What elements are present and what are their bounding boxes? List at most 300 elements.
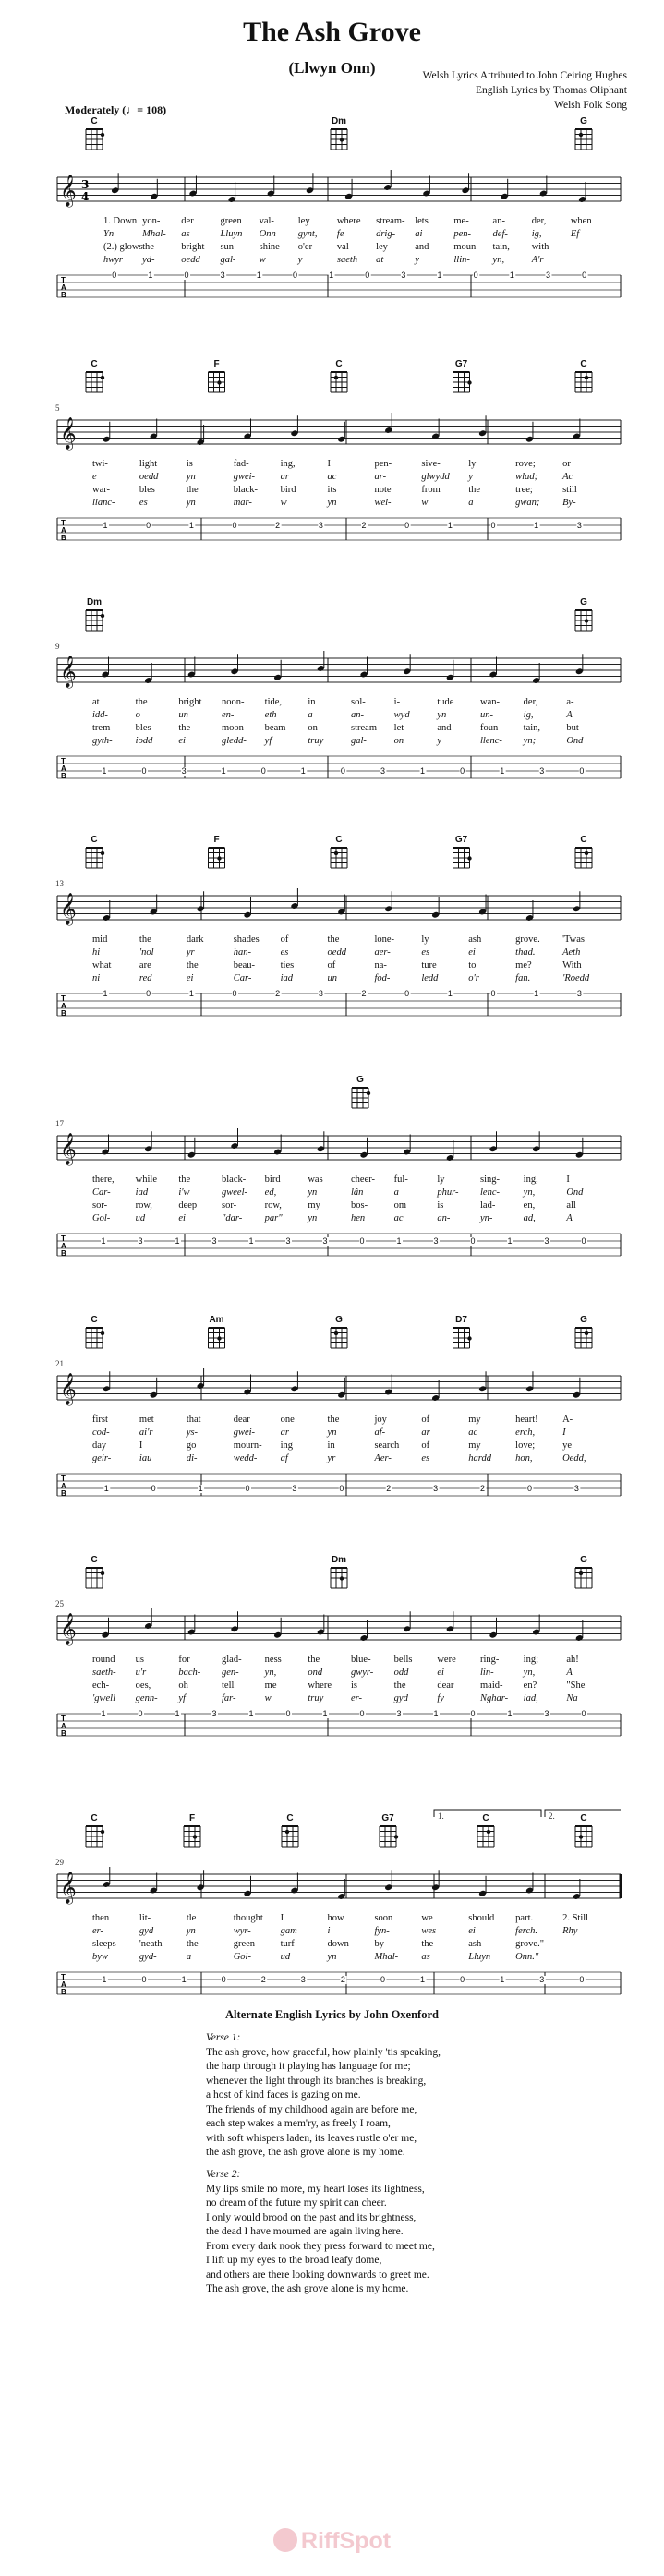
lyric-syllable: yn bbox=[308, 1213, 318, 1223]
chord-name: C bbox=[580, 1813, 587, 1824]
lyric-syllable: mar- bbox=[233, 498, 252, 508]
lyric-syllable: Lluyn bbox=[220, 229, 243, 239]
ending-label: 1. bbox=[438, 1812, 444, 1821]
lyric-syllable: ond bbox=[308, 1667, 323, 1678]
lyric-syllable: glad- bbox=[222, 1655, 242, 1665]
lyric-syllable: at bbox=[376, 255, 384, 265]
chord-diagram-icon bbox=[453, 372, 472, 392]
tab-number: 3 bbox=[433, 1484, 439, 1493]
chord-name: C bbox=[91, 1555, 98, 1565]
lyric-syllable: i'w bbox=[178, 1187, 190, 1198]
tab-clef: T bbox=[61, 1475, 66, 1483]
lyric-syllable: 'Roedd bbox=[562, 973, 590, 983]
lyric-syllable: the bbox=[186, 960, 199, 970]
lyric-syllable: gwyr- bbox=[351, 1667, 374, 1678]
lyric-syllable: u'r bbox=[135, 1667, 147, 1678]
lyric-syllable: yn, bbox=[523, 1187, 536, 1198]
lyric-syllable: bird bbox=[264, 1174, 281, 1185]
lyric-syllable: truy bbox=[308, 736, 324, 746]
tab-number: 0 bbox=[460, 1975, 465, 1984]
tab-number: 1 bbox=[248, 1709, 254, 1718]
lyric-syllable: Car- bbox=[233, 973, 252, 983]
lyric-syllable: han- bbox=[233, 947, 251, 957]
lyric-syllable: ar bbox=[280, 1427, 289, 1438]
tab-number: 3 bbox=[318, 989, 323, 998]
lyric-syllable: yn, bbox=[523, 1667, 536, 1678]
lyric-syllable: y bbox=[415, 255, 419, 265]
tab-clef: A bbox=[61, 1002, 66, 1010]
chord-name: G bbox=[580, 116, 587, 126]
lyric-syllable: Aeth bbox=[562, 947, 581, 957]
lyric-syllable: yn bbox=[186, 498, 196, 508]
lyric-syllable: lân bbox=[351, 1187, 364, 1198]
lyric-syllable: ties bbox=[280, 960, 295, 970]
verse-line: The ash grove, the ash grove alone is my home. bbox=[206, 2283, 409, 2294]
lyric-syllable: yf bbox=[264, 736, 272, 746]
tab-number: 0 bbox=[380, 1975, 385, 1984]
lyric-syllable: then bbox=[92, 1913, 110, 1923]
treble-clef-icon: 𝄞 bbox=[60, 1373, 77, 1405]
tab-clef: B bbox=[61, 1729, 66, 1738]
lyric-syllable: wedd- bbox=[233, 1453, 258, 1463]
tab-clef: B bbox=[61, 1009, 66, 1017]
lyric-syllable: 'gwell bbox=[92, 1693, 115, 1703]
verse-line: with soft whispers laden, its leaves rustle o'er me, bbox=[206, 2132, 417, 2144]
lyric-syllable: black- bbox=[222, 1174, 247, 1185]
lyric-syllable: yn bbox=[308, 1187, 318, 1198]
tab-number: 0 bbox=[112, 271, 117, 280]
lyric-syllable: es bbox=[421, 947, 430, 957]
tab-clef: A bbox=[61, 1242, 66, 1250]
tab-number: 0 bbox=[260, 766, 266, 776]
chord-diagram-icon bbox=[86, 1826, 104, 1847]
lyric-syllable: when bbox=[570, 216, 592, 226]
tab-number: 0 bbox=[232, 521, 237, 530]
lyric-syllable: shine bbox=[259, 242, 280, 252]
chord-diagram-icon bbox=[86, 129, 104, 150]
lyric-syllable: bos- bbox=[351, 1200, 368, 1210]
lyric-syllable: ac bbox=[468, 1427, 478, 1438]
chord-name: Dm bbox=[331, 116, 347, 126]
chord-finger-dot bbox=[340, 138, 344, 141]
chord-finger-dot bbox=[467, 380, 471, 384]
lyric-syllable: round bbox=[92, 1655, 115, 1665]
lyric-syllable: go bbox=[186, 1440, 197, 1451]
lyric-syllable: Ef bbox=[570, 229, 580, 239]
lyric-syllable: pen- bbox=[374, 459, 392, 469]
chord-diagram-icon bbox=[184, 1826, 200, 1847]
lyric-syllable: sor- bbox=[92, 1200, 108, 1210]
lyric-syllable: er- bbox=[92, 1926, 104, 1936]
tab-number: 0 bbox=[146, 521, 151, 530]
tab-number: 1 bbox=[221, 766, 226, 776]
lyric-syllable: of bbox=[421, 1414, 430, 1425]
riffspot-logo[interactable] bbox=[0, 2528, 664, 2555]
lyric-syllable: Onn bbox=[259, 229, 276, 239]
tab-number: 1 bbox=[500, 766, 505, 776]
lyric-syllable: Gol- bbox=[233, 1952, 251, 1962]
verse-line: I lift up my eyes to the broad leafy dome, bbox=[206, 2255, 382, 2266]
treble-clef-icon: 𝄞 bbox=[60, 417, 77, 450]
chord-finger-dot bbox=[101, 614, 104, 618]
lyric-syllable: gledd- bbox=[222, 736, 247, 746]
tab-number: 0 bbox=[470, 1709, 476, 1718]
lyric-syllable: sive- bbox=[421, 459, 441, 469]
lyric-syllable: joy bbox=[374, 1414, 387, 1425]
lyric-syllable: ud bbox=[280, 1952, 291, 1962]
lyric-syllable: Ond bbox=[566, 1187, 584, 1198]
tab-number: 0 bbox=[526, 1484, 532, 1493]
lyric-syllable: sor- bbox=[222, 1200, 237, 1210]
lyric-syllable: foun- bbox=[480, 723, 501, 733]
lyric-syllable: bird bbox=[280, 485, 296, 495]
measure-number: 21 bbox=[55, 1359, 64, 1368]
lyric-syllable: black- bbox=[233, 485, 258, 495]
lyric-syllable: love; bbox=[515, 1440, 536, 1451]
lyric-syllable: er- bbox=[351, 1693, 363, 1703]
lyric-syllable: w bbox=[259, 255, 266, 265]
chord-finger-dot bbox=[579, 1835, 583, 1838]
chord-finger-dot bbox=[579, 133, 583, 137]
lyric-syllable: oedd bbox=[181, 255, 200, 265]
tab-number: 2 bbox=[275, 989, 281, 998]
lyric-syllable: ed, bbox=[264, 1187, 277, 1198]
chord-name: Am bbox=[209, 1315, 224, 1325]
tab-clef: A bbox=[61, 283, 66, 292]
chord-finger-dot bbox=[285, 1830, 289, 1834]
lyric-syllable: iau bbox=[139, 1453, 152, 1463]
tab-number: 0 bbox=[582, 271, 587, 280]
tab-number: 2 bbox=[480, 1484, 486, 1493]
tab-number: 1 bbox=[198, 1484, 203, 1493]
lyric-syllable: ig, bbox=[531, 229, 542, 239]
tab-clef: T bbox=[61, 519, 66, 527]
lyric-syllable: tle bbox=[186, 1913, 197, 1923]
lyric-syllable: un bbox=[178, 710, 188, 720]
lyric-syllable: wyd bbox=[393, 710, 410, 720]
tab-number: 3 bbox=[544, 1709, 549, 1718]
lyric-syllable: what bbox=[92, 960, 112, 970]
measure-number: 25 bbox=[55, 1599, 64, 1608]
chord-finger-dot bbox=[334, 851, 338, 855]
chord-name: G bbox=[580, 597, 587, 608]
lyric-syllable: ledd bbox=[421, 973, 439, 983]
lyric-syllable: down bbox=[327, 1939, 349, 1949]
chord-finger-dot bbox=[193, 1835, 197, 1838]
lyric-syllable: ring- bbox=[480, 1655, 500, 1665]
lyric-syllable: ai'r bbox=[139, 1427, 153, 1438]
chord-name: F bbox=[213, 835, 220, 845]
chord-name: C bbox=[286, 1813, 294, 1824]
music-system bbox=[55, 1075, 621, 1258]
tempo-marking: Moderately (♩= 108) bbox=[65, 103, 167, 116]
lyric-syllable: pen- bbox=[453, 229, 472, 239]
chord-finger-dot bbox=[334, 1331, 338, 1335]
lyric-syllable: oh bbox=[178, 1680, 188, 1691]
lyric-syllable: met bbox=[139, 1414, 154, 1425]
lyric-syllable: were bbox=[437, 1655, 456, 1665]
tab-number: 2 bbox=[386, 1484, 392, 1493]
tab-number: 1 bbox=[507, 1709, 513, 1718]
tab-clef: T bbox=[61, 1973, 66, 1981]
lyric-syllable: tude bbox=[437, 697, 454, 707]
lyric-syllable: iad bbox=[280, 973, 294, 983]
chord-finger-dot bbox=[367, 1091, 370, 1095]
tab-number: 0 bbox=[245, 1484, 250, 1493]
tab-number: 1 bbox=[103, 989, 108, 998]
lyric-syllable: idd- bbox=[92, 710, 108, 720]
chord-finger-dot bbox=[394, 1835, 398, 1838]
lyric-syllable: iad bbox=[135, 1187, 149, 1198]
lyric-syllable: na- bbox=[374, 960, 387, 970]
lyric-syllable: A- bbox=[562, 1414, 573, 1425]
tab-number: 1 bbox=[447, 989, 453, 998]
lyric-syllable: lad- bbox=[480, 1200, 496, 1210]
lyric-syllable: ad, bbox=[523, 1213, 536, 1223]
lyric-syllable: 'Twas bbox=[562, 934, 585, 945]
lyric-syllable: tain, bbox=[523, 723, 541, 733]
lyric-syllable: Onn." bbox=[515, 1952, 539, 1962]
lyric-syllable: my bbox=[308, 1200, 320, 1210]
tab-number: 0 bbox=[138, 1709, 143, 1718]
lyric-syllable: by bbox=[374, 1939, 384, 1949]
tab-number: 0 bbox=[340, 766, 345, 776]
lyric-syllable: ash bbox=[468, 934, 482, 945]
chord-diagram-icon bbox=[209, 1328, 225, 1348]
tab-number: 1 bbox=[148, 271, 153, 280]
chord-name: C bbox=[91, 116, 98, 126]
lyric-syllable: yn, bbox=[492, 255, 505, 265]
verse-line: My lips smile no more, my heart loses its lightness, bbox=[206, 2183, 425, 2195]
lyric-syllable: gyd bbox=[139, 1926, 154, 1936]
lyric-syllable: green bbox=[233, 1939, 256, 1949]
tab-number: 3 bbox=[300, 1975, 306, 1984]
tab-number: 1 bbox=[188, 989, 194, 998]
chord-finger-dot bbox=[101, 1331, 104, 1335]
verse-line: From every dark nook they press forward to meet me, bbox=[206, 2240, 435, 2252]
chord-finger-dot bbox=[467, 856, 471, 860]
chord-name: G7 bbox=[454, 359, 468, 369]
lyric-syllable: soon bbox=[374, 1913, 393, 1923]
lyric-syllable: all bbox=[566, 1200, 576, 1210]
lyric-syllable: der, bbox=[531, 216, 547, 226]
lyric-syllable: shades bbox=[233, 934, 260, 945]
verse-line: a host of kind faces is gazing on me. bbox=[206, 2089, 361, 2101]
lyric-syllable: tree; bbox=[515, 485, 533, 495]
chord-diagram-icon bbox=[86, 848, 104, 868]
tab-clef: B bbox=[61, 1988, 66, 1996]
lyric-syllable: Gol- bbox=[92, 1213, 111, 1223]
tab-number: 1 bbox=[322, 1709, 328, 1718]
tab-number: 3 bbox=[539, 1975, 545, 1984]
lyric-syllable: val- bbox=[336, 242, 353, 252]
tab-number: 0 bbox=[579, 766, 585, 776]
lyric-syllable: there, bbox=[92, 1174, 115, 1185]
lyric-syllable: gyd bbox=[393, 1693, 408, 1703]
lyric-syllable: llanc- bbox=[92, 498, 115, 508]
lyric-syllable: lenc- bbox=[480, 1187, 500, 1198]
tab-number: 1 bbox=[534, 989, 539, 998]
lyric-syllable: geir- bbox=[92, 1453, 112, 1463]
lyric-syllable: noon- bbox=[222, 697, 245, 707]
lyric-syllable: di- bbox=[186, 1453, 198, 1463]
tab-number: 0 bbox=[359, 1236, 365, 1246]
lyric-syllable: y bbox=[297, 255, 303, 265]
tab-number: 3 bbox=[433, 1236, 439, 1246]
tab-number: 3 bbox=[380, 766, 385, 776]
lyric-syllable: ar- bbox=[374, 472, 387, 482]
measure-number: 17 bbox=[55, 1119, 64, 1128]
tab-clef: B bbox=[61, 1489, 66, 1498]
lyric-syllable: lin- bbox=[480, 1667, 494, 1678]
lyric-syllable: we bbox=[421, 1913, 433, 1923]
tab-clef: A bbox=[61, 526, 66, 535]
chord-finger-dot bbox=[101, 1830, 104, 1834]
lyric-syllable: the bbox=[178, 723, 191, 733]
lyric-syllable: fod- bbox=[374, 973, 391, 983]
tab-number: 3 bbox=[292, 1484, 297, 1493]
chord-finger-dot bbox=[487, 1830, 490, 1834]
chord-name: C bbox=[91, 835, 98, 845]
page-subtitle: (Llwyn Onn) bbox=[288, 59, 376, 77]
lyric-syllable: fan. bbox=[515, 973, 531, 983]
lyric-syllable: der, bbox=[523, 697, 538, 707]
chord-finger-dot bbox=[217, 380, 221, 384]
lyric-syllable: ei bbox=[437, 1667, 444, 1678]
lyric-syllable: the bbox=[186, 1939, 199, 1949]
lyric-syllable: ing, bbox=[280, 459, 296, 469]
lyric-syllable: ing bbox=[280, 1440, 294, 1451]
lyric-syllable: ley bbox=[376, 242, 388, 252]
tab-number: 3 bbox=[539, 766, 545, 776]
lyric-syllable: dear bbox=[233, 1414, 250, 1425]
lyric-syllable: (2.) glows bbox=[103, 242, 143, 252]
lyric-syllable: Yn bbox=[103, 229, 115, 239]
tab-number: 0 bbox=[221, 1975, 226, 1984]
lyric-syllable: us bbox=[135, 1655, 145, 1665]
verse-1 bbox=[206, 2031, 441, 2161]
lyric-syllable: truy bbox=[308, 1693, 324, 1703]
chord-name: F bbox=[188, 1813, 196, 1824]
lyric-syllable: I bbox=[327, 459, 332, 469]
lyric-syllable: mourn- bbox=[233, 1440, 262, 1451]
chord-diagram-icon bbox=[575, 848, 592, 868]
tab-number: 0 bbox=[365, 271, 370, 280]
chord-diagram-icon bbox=[575, 1328, 592, 1348]
lyric-syllable: def- bbox=[492, 229, 508, 239]
verse-line: The ash grove, how graceful, how plainly 'tis speaking, bbox=[206, 2046, 441, 2058]
lyric-syllable: erch, bbox=[515, 1427, 536, 1438]
lyric-syllable: gyth- bbox=[92, 736, 113, 746]
tab-number: 1 bbox=[420, 766, 426, 776]
tab-number: 3 bbox=[211, 1709, 217, 1718]
lyric-syllable: tell bbox=[222, 1680, 235, 1691]
lyric-syllable: a- bbox=[566, 697, 574, 707]
treble-clef-icon: 𝄞 bbox=[60, 175, 77, 207]
lyric-syllable: the bbox=[139, 934, 151, 945]
chord-diagram-icon bbox=[453, 848, 472, 868]
treble-clef-icon: 𝄞 bbox=[60, 656, 77, 688]
lyric-syllable: glwydd bbox=[421, 472, 450, 482]
lyric-syllable: ech- bbox=[92, 1680, 110, 1691]
lyric-syllable: that bbox=[186, 1414, 201, 1425]
lyric-syllable: at bbox=[92, 697, 100, 707]
chord-name: C bbox=[482, 1813, 489, 1824]
chord-diagram-icon bbox=[575, 129, 592, 150]
lyric-syllable: the bbox=[468, 485, 481, 495]
lyric-syllable: gyd- bbox=[139, 1952, 157, 1962]
verse-line: the harp through it playing has language for me; bbox=[206, 2061, 411, 2072]
tab-number: 0 bbox=[404, 989, 410, 998]
lyric-syllable: i- bbox=[393, 697, 401, 707]
tab-number: 1 bbox=[103, 1484, 109, 1493]
lyric-syllable: gwei- bbox=[233, 472, 256, 482]
tab-number: 0 bbox=[460, 766, 465, 776]
lyric-syllable: fe bbox=[336, 229, 344, 239]
tab-number: 1 bbox=[102, 1975, 107, 1984]
chord-diagram-icon bbox=[331, 1568, 347, 1588]
tab-number: 0 bbox=[339, 1484, 344, 1493]
lyric-syllable: gwei- bbox=[233, 1427, 256, 1438]
chord-diagram-icon bbox=[209, 848, 225, 868]
lyric-syllable: e bbox=[92, 472, 97, 482]
lyric-syllable: ei bbox=[178, 1213, 186, 1223]
lyric-syllable: gwan; bbox=[515, 498, 540, 508]
lyric-syllable: w bbox=[264, 1693, 272, 1703]
lyric-syllable: ac bbox=[327, 472, 337, 482]
lyric-syllable: the bbox=[135, 697, 148, 707]
lyric-syllable: lone- bbox=[374, 934, 395, 945]
lyric-syllable: cod- bbox=[92, 1427, 110, 1438]
lyric-syllable: 1. Down bbox=[103, 216, 138, 226]
lyric-syllable: first bbox=[92, 1414, 108, 1425]
lyric-syllable: yr bbox=[327, 1453, 336, 1463]
lyric-syllable: an- bbox=[492, 216, 505, 226]
lyric-syllable: trem- bbox=[92, 723, 114, 733]
lyric-syllable: should bbox=[468, 1913, 495, 1923]
tab-number: 0 bbox=[292, 271, 297, 280]
lyric-syllable: I bbox=[139, 1440, 143, 1451]
lyric-syllable: wel- bbox=[374, 498, 392, 508]
lyric-syllable: yn bbox=[186, 1926, 196, 1936]
tab-number: 0 bbox=[579, 1975, 585, 1984]
lyric-syllable: row, bbox=[264, 1200, 282, 1210]
lyric-syllable: o'er bbox=[297, 242, 313, 252]
lyric-syllable: Mhal- bbox=[142, 229, 166, 239]
verse-line: the dead I have mourned are again living here. bbox=[206, 2226, 404, 2237]
lyric-syllable: tide, bbox=[264, 697, 283, 707]
chord-diagram-icon bbox=[331, 372, 347, 392]
lyric-syllable: on bbox=[308, 723, 318, 733]
tab-number: 0 bbox=[490, 521, 496, 530]
lyric-syllable: I bbox=[562, 1427, 566, 1438]
lyric-syllable: yn, bbox=[264, 1667, 277, 1678]
verse-line: and others are there looking downwards to greet me. bbox=[206, 2269, 429, 2281]
lyric-syllable: bles bbox=[139, 485, 155, 495]
lyric-syllable: yr bbox=[186, 947, 195, 957]
lyric-syllable: me? bbox=[515, 960, 532, 970]
music-system bbox=[55, 1555, 621, 1738]
music-system bbox=[55, 597, 621, 780]
lyric-syllable: wan- bbox=[480, 697, 500, 707]
chord-name: G bbox=[580, 1555, 587, 1565]
lyric-syllable: gen- bbox=[222, 1667, 239, 1678]
lyric-syllable: i bbox=[327, 1926, 331, 1936]
lyric-syllable: saeth- bbox=[92, 1667, 116, 1678]
tab-number: 3 bbox=[544, 1236, 549, 1246]
chord-name: G7 bbox=[454, 835, 468, 845]
music-system bbox=[55, 835, 621, 1017]
